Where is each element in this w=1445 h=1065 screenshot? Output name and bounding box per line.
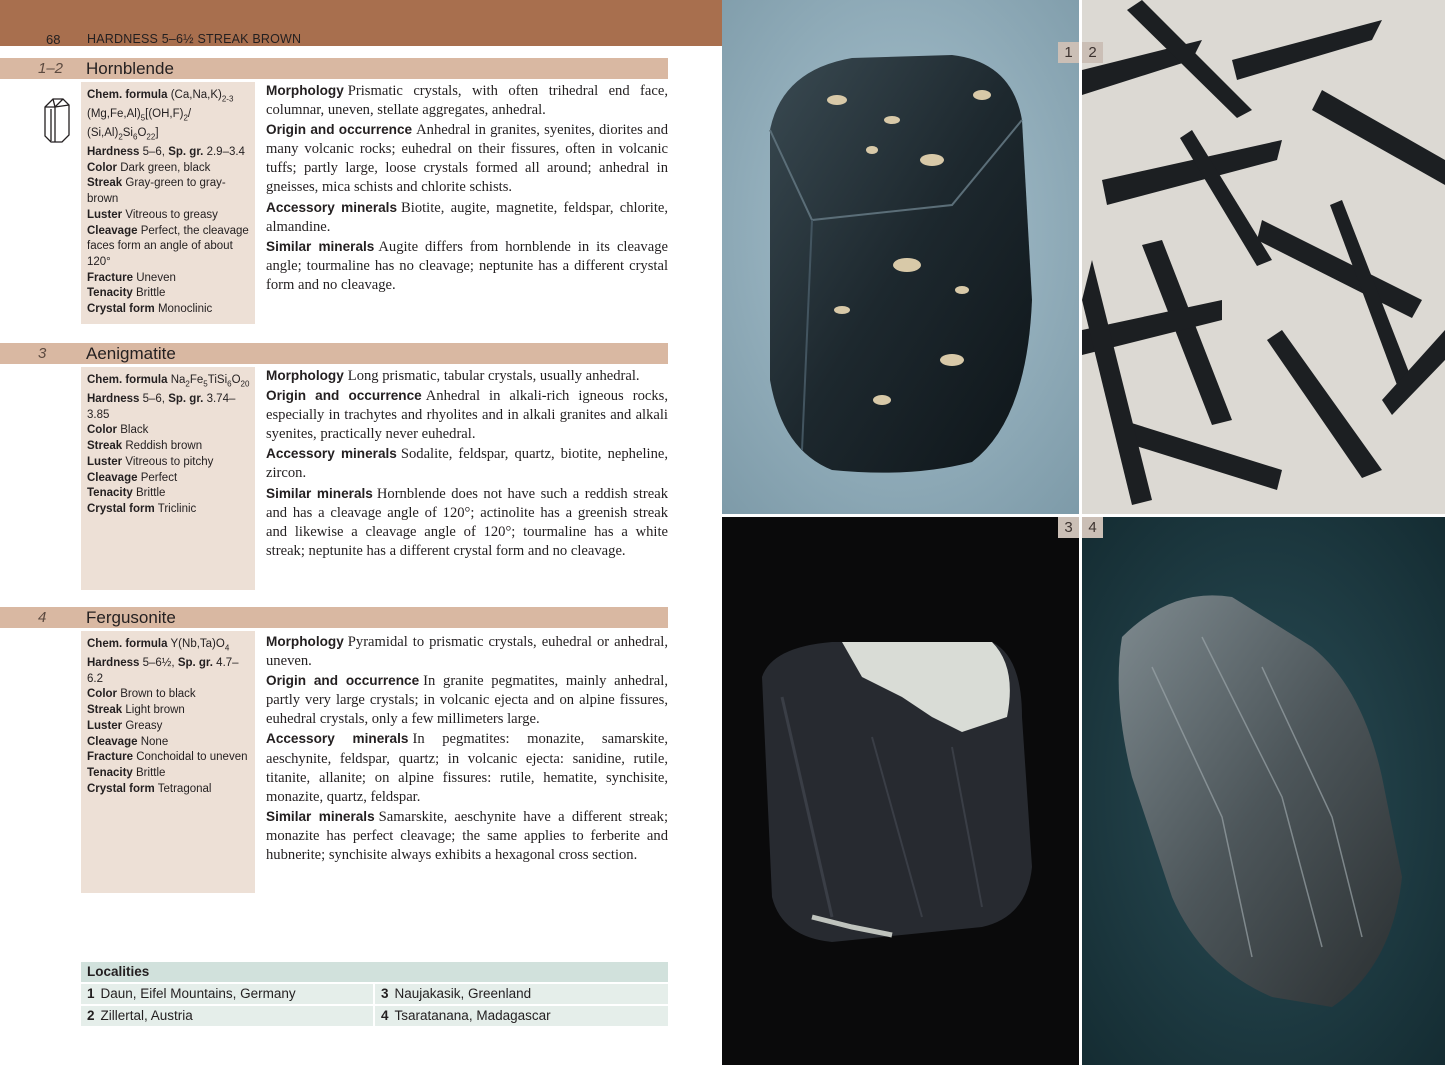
mineral-name: Hornblende xyxy=(86,59,174,78)
photo-tag: 2 xyxy=(1082,42,1103,63)
mineral-heading-aenigmatite xyxy=(0,343,668,364)
chem-formula: $Y(Nb,Ta)O_4$ xyxy=(170,638,230,653)
locality-item: 1 Daun, Eifel Mountains, Germany xyxy=(81,984,373,1004)
photo-tag: 3 xyxy=(1058,517,1079,538)
chem-formula: $(Ca,Na,K)_{2-3}$ $(Mg,Fe,Al)_5[(OH,F)_2/$ $(Si,Al)_2Si_6O_{22}$] xyxy=(87,89,234,142)
chem-formula: $Na_2Fe_5TiSi_6O_{20}$ xyxy=(170,374,250,389)
properties-box-fergusonite: Chem. formula $Y(Nb,Ta)O_4$ Hardness 5–6½, Sp. gr. 4.7–6.2 Color Brown to black Streak Light brown Luster Greasy Cleavage None Fracture Conchoidal to uneven Tenacity Brittle Crystal form Tetragonal xyxy=(81,631,255,893)
localities-title: Localities xyxy=(81,962,668,982)
crystal-drawing-icon xyxy=(42,95,72,145)
photo-tag: 4 xyxy=(1082,517,1103,538)
running-head: HARDNESS 5–6½ STREAK BROWN xyxy=(87,32,302,46)
photo-tag: 1 xyxy=(1058,42,1079,63)
locality-item: 3 Naujakasik, Greenland xyxy=(375,984,668,1004)
properties-box-hornblende: Chem. formula $(Ca,Na,K)_{2-3}$ $(Mg,Fe,Al)_5[(OH,F)_2/$ $(Si,Al)_2Si_6O_{22}$] Hardness 5–6, Sp. gr. 2.9–3.4 Color Dark green, black Streak Gray-green to gray-brown Luster Vitreous to greasy Cleavage Perfect, the cleavage faces form an angle of about 120° Fracture Uneven Tenacity Brittle Crystal form Monoclinic xyxy=(81,82,255,324)
photo-aenigmatite-crystal xyxy=(722,517,1079,1065)
localities-row xyxy=(81,984,668,1004)
mineral-number: 3 xyxy=(38,345,47,362)
photo-hornblende-aggregate xyxy=(1082,0,1445,514)
mineral-name: Aenigmatite xyxy=(86,344,176,363)
locality-item: 4 Tsaratanana, Madagascar xyxy=(375,1006,668,1026)
properties-box-aenigmatite: Chem. formula $Na_2Fe_5TiSi_6O_{20}$ Hardness 5–6, Sp. gr. 3.74–3.85 Color Black Streak Reddish brown Luster Vitreous to pitchy Cleavage Perfect Tenacity Brittle Crystal form Triclinic xyxy=(81,367,255,590)
mineral-heading-fergusonite xyxy=(0,607,668,628)
photo-hornblende-crystal xyxy=(722,0,1079,514)
mineral-heading-hornblende xyxy=(0,58,668,79)
photo-fergusonite-crystal xyxy=(1082,517,1445,1065)
description-aenigmatite: Morphology Long prismatic, tabular crystals, usually anhedral. Origin and occurrence Anhedral in alkali-rich igneous rocks, especially in trachytes and rhyolites and in alkali granites and alkali syenites, practically never euhedral. Accessory minerals Sodalite, feldspar, quartz, biotite, nepheline, zircon. Similar minerals Hornblende does not have such a reddish streak and has a cleavage angle of 120°; actinolite has a greenish streak and likewise a cleavage angle of 120°; tourmaline has a white streak; neptunite has a different crystal form and no cleavage. xyxy=(266,368,669,559)
localities-table xyxy=(81,962,668,1026)
description-hornblende: Morphology Prismatic crystals, with often trihedral end face, columnar, uneven, stellate aggregates, anhedral. Origin and occurrence Anhedral in granites, syenites, diorites and many volcanic rocks; euhedral on their fissures, often in volcanic tuffs; partly large, loose crystals formed all around; anhedral in gneisses, mica schists and chlorite schists. Accessory minerals Biotite, augite, magnetite, feldspar, chlorite, almandine. Similar minerals Augite differs from hornblende in its cleavage angle; tourmaline has no cleavage; neptunite has a different crystal form and no cleavage. xyxy=(266,83,669,293)
mineral-name: Fergusonite xyxy=(86,608,176,627)
localities-row xyxy=(81,1006,668,1026)
description-fergusonite: Morphology Pyramidal to prismatic crystals, euhedral or anhedral, uneven. Origin and occurrence In granite pegmatites, mainly anhedral, partly very large crystals; in volcanic ejecta and on alpine fissures, euhedral crystals, only a few millimeters large. Accessory minerals In pegmatites: monazite, samarskite, aeschynite, feldspar, quartz; in volcanic ejecta: sanidine, rutile, titanite, allanite; on alpine fissures: rutile, hematite, synchisite, monazite, quartz, feldspar. Similar minerals Samarskite, aeschynite have a different streak; monazite has perfect cleavage; the same applies to ferberite and hubnerite; synchisite always exhibits a hexagonal cross section. xyxy=(266,634,668,864)
page-number: 68 xyxy=(46,32,61,47)
locality-item: 2 Zillertal, Austria xyxy=(81,1006,373,1026)
mineral-number: 1–2 xyxy=(38,60,64,77)
mineral-number: 4 xyxy=(38,609,47,626)
